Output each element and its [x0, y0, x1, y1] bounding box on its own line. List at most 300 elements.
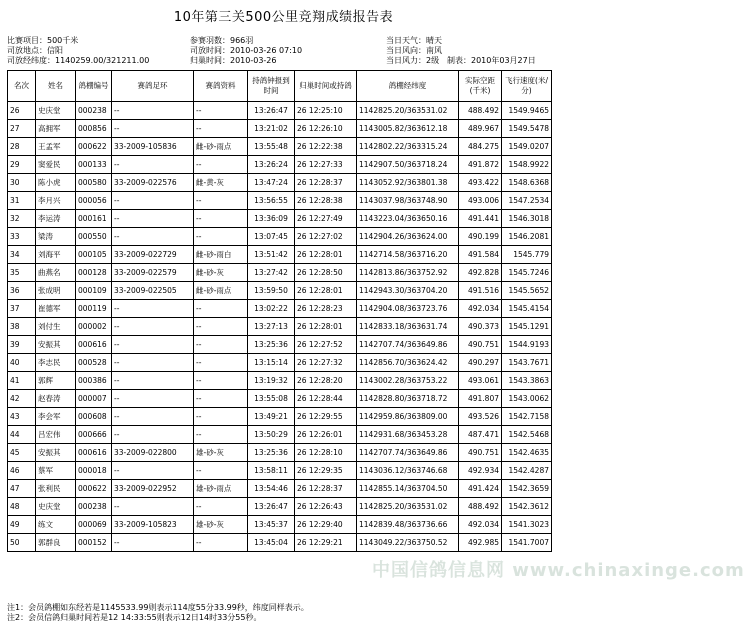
cell-loft-id: 000109 — [76, 282, 112, 300]
cell-ring: -- — [112, 390, 194, 408]
cell-name: 史庆堂 — [36, 102, 76, 120]
cell-distance: 491.441 — [459, 210, 502, 228]
info-wind-direction: 当日风向：南风 — [386, 46, 442, 55]
cell-speed: 1546.3018 — [502, 210, 552, 228]
cell-clock-time: 13:55:08 — [248, 390, 295, 408]
cell-clock-time: 13:25:36 — [248, 444, 295, 462]
cell-pigeon-info: 雄-砂-灰 — [194, 444, 248, 462]
cell-speed: 1545.779 — [502, 246, 552, 264]
cell-return-time: 26 12:28:10 — [295, 444, 357, 462]
info-wind-force: 当日风力：2级 — [386, 56, 440, 65]
cell-name: 李运涛 — [36, 210, 76, 228]
info-entries: 参赛羽数：966羽 — [190, 36, 254, 45]
cell-pigeon-info: -- — [194, 372, 248, 390]
cell-loft-coords: 1142707.74/363649.86 — [357, 444, 459, 462]
cell-pigeon-info: -- — [194, 462, 248, 480]
table-row — [8, 462, 552, 480]
cell-name: 李会军 — [36, 408, 76, 426]
cell-speed: 1545.7246 — [502, 264, 552, 282]
header-pigeon-info: 赛鸽资料 — [194, 71, 248, 102]
cell-loft-id: 000238 — [76, 102, 112, 120]
cell-ring: 33-2009-022576 — [112, 174, 194, 192]
cell-speed: 1545.1291 — [502, 318, 552, 336]
watermark: 中国信鸽信息网 www.chinaxinge.com — [372, 560, 745, 581]
table-row — [8, 534, 552, 552]
cell-speed: 1549.0207 — [502, 138, 552, 156]
cell-clock-time: 13:27:13 — [248, 318, 295, 336]
cell-return-time: 26 12:25:10 — [295, 102, 357, 120]
cell-return-time: 26 12:26:01 — [295, 426, 357, 444]
table-row — [8, 318, 552, 336]
cell-distance: 490.373 — [459, 318, 502, 336]
cell-clock-time: 13:27:42 — [248, 264, 295, 282]
cell-loft-id: 000616 — [76, 336, 112, 354]
cell-pigeon-info: -- — [194, 156, 248, 174]
cell-clock-time: 13:45:04 — [248, 534, 295, 552]
cell-loft-coords: 1143005.82/363612.18 — [357, 120, 459, 138]
cell-speed: 1542.3612 — [502, 498, 552, 516]
cell-return-time: 26 12:28:37 — [295, 174, 357, 192]
footnote-1: 注1：会员鸽棚如东经若是1145533.99则表示114度55分33.99秒，纬度同样表示。 — [7, 603, 309, 612]
cell-return-time: 26 12:27:32 — [295, 354, 357, 372]
cell-loft-id: 000616 — [76, 444, 112, 462]
cell-speed: 1542.7158 — [502, 408, 552, 426]
table-row — [8, 246, 552, 264]
table-row — [8, 264, 552, 282]
cell-name: 史庆堂 — [36, 498, 76, 516]
info-release-coords: 司放经纬度：1140259.00/321211.00 — [7, 56, 150, 65]
cell-ring: 33-2009-105836 — [112, 138, 194, 156]
cell-speed: 1542.3659 — [502, 480, 552, 498]
cell-name: 陈小虎 — [36, 174, 76, 192]
cell-loft-id: 000133 — [76, 156, 112, 174]
cell-loft-coords: 1142855.14/363704.50 — [357, 480, 459, 498]
cell-rank: 28 — [8, 138, 36, 156]
cell-loft-coords: 1142959.86/363809.00 — [357, 408, 459, 426]
cell-name: 蔡军 — [36, 462, 76, 480]
cell-loft-id: 000608 — [76, 408, 112, 426]
cell-name: 张利民 — [36, 480, 76, 498]
header-loft-coords: 鸽棚经纬度 — [357, 71, 459, 102]
cell-speed: 1542.5468 — [502, 426, 552, 444]
cell-rank: 47 — [8, 480, 36, 498]
cell-ring: 33-2009-022579 — [112, 264, 194, 282]
cell-rank: 26 — [8, 102, 36, 120]
table-row — [8, 174, 552, 192]
cell-ring: 33-2009-022505 — [112, 282, 194, 300]
cell-clock-time: 13:07:45 — [248, 228, 295, 246]
cell-speed: 1543.3863 — [502, 372, 552, 390]
cell-ring: -- — [112, 498, 194, 516]
cell-loft-id: 000128 — [76, 264, 112, 282]
table-header-row — [8, 71, 552, 102]
cell-clock-time: 13:15:14 — [248, 354, 295, 372]
cell-return-time: 26 12:29:21 — [295, 534, 357, 552]
cell-speed: 1549.9465 — [502, 102, 552, 120]
cell-pigeon-info: 雄-砂-灰 — [194, 516, 248, 534]
cell-name: 郭辉 — [36, 372, 76, 390]
cell-loft-coords: 1142707.74/363649.86 — [357, 336, 459, 354]
cell-distance: 490.751 — [459, 336, 502, 354]
cell-clock-time: 13:21:02 — [248, 120, 295, 138]
report-title: 10年第三关500公里竞翔成绩报告表 — [173, 10, 394, 25]
cell-clock-time: 13:25:36 — [248, 336, 295, 354]
info-made-date: 制表：2010年03月27日 — [447, 56, 536, 65]
cell-loft-coords: 1142802.22/363315.24 — [357, 138, 459, 156]
cell-rank: 32 — [8, 210, 36, 228]
cell-distance: 493.061 — [459, 372, 502, 390]
cell-loft-id: 000056 — [76, 192, 112, 210]
cell-speed: 1542.4287 — [502, 462, 552, 480]
table-row — [8, 408, 552, 426]
cell-distance: 487.471 — [459, 426, 502, 444]
table-row — [8, 120, 552, 138]
cell-loft-coords: 1142828.80/363718.72 — [357, 390, 459, 408]
header-return-time: 归巢时间或持鸽 — [295, 71, 357, 102]
cell-speed: 1541.3023 — [502, 516, 552, 534]
cell-return-time: 26 12:22:38 — [295, 138, 357, 156]
cell-name: 窦爱民 — [36, 156, 76, 174]
cell-loft-coords: 1143002.28/363753.22 — [357, 372, 459, 390]
cell-rank: 30 — [8, 174, 36, 192]
cell-clock-time: 13:36:09 — [248, 210, 295, 228]
cell-name: 张成明 — [36, 282, 76, 300]
cell-rank: 41 — [8, 372, 36, 390]
cell-ring: -- — [112, 192, 194, 210]
cell-distance: 493.422 — [459, 174, 502, 192]
table-row — [8, 192, 552, 210]
cell-name: 练文 — [36, 516, 76, 534]
cell-ring: 33-2009-105823 — [112, 516, 194, 534]
cell-clock-time: 13:56:55 — [248, 192, 295, 210]
cell-loft-id: 000007 — [76, 390, 112, 408]
cell-speed: 1543.7671 — [502, 354, 552, 372]
cell-ring: -- — [112, 120, 194, 138]
cell-rank: 40 — [8, 354, 36, 372]
cell-return-time: 26 12:27:49 — [295, 210, 357, 228]
cell-return-time: 26 12:28:01 — [295, 282, 357, 300]
cell-distance: 492.034 — [459, 300, 502, 318]
cell-speed: 1544.9193 — [502, 336, 552, 354]
cell-loft-id: 000152 — [76, 534, 112, 552]
cell-distance: 491.424 — [459, 480, 502, 498]
cell-speed: 1546.2081 — [502, 228, 552, 246]
cell-distance: 492.828 — [459, 264, 502, 282]
cell-clock-time: 13:54:46 — [248, 480, 295, 498]
cell-loft-coords: 1142904.26/363624.00 — [357, 228, 459, 246]
cell-return-time: 26 12:27:52 — [295, 336, 357, 354]
cell-pigeon-info: -- — [194, 534, 248, 552]
info-race-item: 比赛项目：500千米 — [7, 36, 79, 45]
cell-return-time: 26 12:29:35 — [295, 462, 357, 480]
results-table — [7, 70, 552, 552]
cell-rank: 49 — [8, 516, 36, 534]
cell-speed: 1545.5652 — [502, 282, 552, 300]
cell-name: 梁涛 — [36, 228, 76, 246]
cell-name: 李志民 — [36, 354, 76, 372]
cell-distance: 492.985 — [459, 534, 502, 552]
cell-return-time: 26 12:26:10 — [295, 120, 357, 138]
cell-distance: 490.297 — [459, 354, 502, 372]
cell-ring: -- — [112, 372, 194, 390]
cell-name: 赵春涛 — [36, 390, 76, 408]
cell-ring: -- — [112, 354, 194, 372]
cell-return-time: 26 12:28:50 — [295, 264, 357, 282]
cell-return-time: 26 12:27:02 — [295, 228, 357, 246]
cell-return-time: 26 12:28:38 — [295, 192, 357, 210]
table-row — [8, 228, 552, 246]
cell-distance: 491.807 — [459, 390, 502, 408]
cell-loft-id: 000002 — [76, 318, 112, 336]
cell-pigeon-info: -- — [194, 426, 248, 444]
cell-clock-time: 13:59:50 — [248, 282, 295, 300]
cell-pigeon-info: -- — [194, 102, 248, 120]
cell-clock-time: 13:45:37 — [248, 516, 295, 534]
table-row — [8, 354, 552, 372]
header-clock-time: 持鸽钟报到时间 — [248, 71, 295, 102]
cell-pigeon-info: -- — [194, 408, 248, 426]
cell-loft-coords: 1142813.86/363752.92 — [357, 264, 459, 282]
cell-return-time: 26 12:28:20 — [295, 372, 357, 390]
cell-clock-time: 13:50:29 — [248, 426, 295, 444]
cell-loft-coords: 1142714.58/363716.20 — [357, 246, 459, 264]
table-row — [8, 300, 552, 318]
cell-name: 吕宏伟 — [36, 426, 76, 444]
cell-rank: 31 — [8, 192, 36, 210]
cell-rank: 39 — [8, 336, 36, 354]
table-row — [8, 210, 552, 228]
cell-return-time: 26 12:28:01 — [295, 318, 357, 336]
cell-rank: 27 — [8, 120, 36, 138]
cell-loft-coords: 1143223.04/363650.16 — [357, 210, 459, 228]
cell-pigeon-info: -- — [194, 354, 248, 372]
cell-ring: -- — [112, 336, 194, 354]
cell-pigeon-info: 雌-黄-灰 — [194, 174, 248, 192]
cell-rank: 50 — [8, 534, 36, 552]
cell-name: 刘付生 — [36, 318, 76, 336]
cell-speed: 1543.0062 — [502, 390, 552, 408]
cell-return-time: 26 12:28:01 — [295, 246, 357, 264]
table-row — [8, 498, 552, 516]
cell-pigeon-info: 雌-砂-雨点 — [194, 138, 248, 156]
cell-name: 安振其 — [36, 336, 76, 354]
info-return-date: 归巢时间：2010-03-26 — [190, 56, 277, 65]
cell-loft-id: 000580 — [76, 174, 112, 192]
cell-ring: 33-2009-022729 — [112, 246, 194, 264]
cell-clock-time: 13:26:24 — [248, 156, 295, 174]
cell-loft-coords: 1143036.12/363746.68 — [357, 462, 459, 480]
cell-loft-coords: 1142856.70/363624.42 — [357, 354, 459, 372]
cell-distance: 484.275 — [459, 138, 502, 156]
cell-name: 郭群良 — [36, 534, 76, 552]
cell-distance: 491.872 — [459, 156, 502, 174]
cell-loft-id: 000161 — [76, 210, 112, 228]
cell-name: 安振其 — [36, 444, 76, 462]
info-column-2 — [190, 36, 302, 66]
cell-rank: 46 — [8, 462, 36, 480]
footnotes — [7, 603, 309, 623]
cell-loft-coords: 1143049.22/363750.52 — [357, 534, 459, 552]
cell-loft-id: 000856 — [76, 120, 112, 138]
cell-return-time: 26 12:28:44 — [295, 390, 357, 408]
cell-pigeon-info: -- — [194, 210, 248, 228]
cell-return-time: 26 12:29:40 — [295, 516, 357, 534]
cell-clock-time: 13:26:47 — [248, 102, 295, 120]
cell-loft-id: 000622 — [76, 480, 112, 498]
cell-rank: 29 — [8, 156, 36, 174]
cell-pigeon-info: 雌-砂-灰 — [194, 264, 248, 282]
cell-distance: 490.751 — [459, 444, 502, 462]
cell-ring: -- — [112, 534, 194, 552]
cell-loft-id: 000069 — [76, 516, 112, 534]
cell-rank: 42 — [8, 390, 36, 408]
cell-loft-coords: 1143037.98/363748.90 — [357, 192, 459, 210]
info-release-time: 司放时间：2010-03-26 07:10 — [190, 46, 303, 55]
cell-loft-coords: 1143052.92/363801.38 — [357, 174, 459, 192]
cell-ring: -- — [112, 210, 194, 228]
table-row — [8, 480, 552, 498]
cell-clock-time: 13:49:21 — [248, 408, 295, 426]
cell-pigeon-info: 雄-砂-雨点 — [194, 480, 248, 498]
cell-return-time: 26 12:26:43 — [295, 498, 357, 516]
cell-ring: -- — [112, 156, 194, 174]
table-row — [8, 156, 552, 174]
table-row — [8, 444, 552, 462]
footnote-2: 注2：会员信鸽归巢时间若是12 14:33:55则表示12日14时33分55秒。 — [7, 613, 262, 622]
cell-speed: 1545.4154 — [502, 300, 552, 318]
info-column-3 — [386, 36, 442, 66]
cell-ring: -- — [112, 300, 194, 318]
cell-rank: 37 — [8, 300, 36, 318]
header-speed: 飞行速度(米/分) — [502, 71, 552, 102]
table-row — [8, 138, 552, 156]
cell-clock-time: 13:55:48 — [248, 138, 295, 156]
cell-distance: 493.526 — [459, 408, 502, 426]
cell-name: 高拥军 — [36, 120, 76, 138]
cell-pigeon-info: 雌-砂-雨点 — [194, 282, 248, 300]
cell-speed: 1542.4635 — [502, 444, 552, 462]
cell-loft-id: 000105 — [76, 246, 112, 264]
info-release-place: 司放地点：信阳 — [7, 46, 63, 55]
cell-clock-time: 13:58:11 — [248, 462, 295, 480]
cell-rank: 33 — [8, 228, 36, 246]
cell-return-time: 26 12:28:37 — [295, 480, 357, 498]
table-row — [8, 390, 552, 408]
header-ring: 赛鸽足环 — [112, 71, 194, 102]
cell-speed: 1549.5478 — [502, 120, 552, 138]
cell-ring: -- — [112, 318, 194, 336]
cell-loft-coords: 1142825.20/363531.02 — [357, 102, 459, 120]
table-row — [8, 516, 552, 534]
cell-loft-id: 000528 — [76, 354, 112, 372]
header-loft-id: 鸽棚编号 — [76, 71, 112, 102]
cell-pigeon-info: -- — [194, 300, 248, 318]
cell-rank: 34 — [8, 246, 36, 264]
cell-loft-coords: 1142943.30/363704.20 — [357, 282, 459, 300]
cell-ring: -- — [112, 408, 194, 426]
header-distance: 实际空距(千米) — [459, 71, 502, 102]
table-row — [8, 282, 552, 300]
cell-loft-id: 000119 — [76, 300, 112, 318]
cell-loft-coords: 1142907.50/363718.24 — [357, 156, 459, 174]
cell-distance: 491.584 — [459, 246, 502, 264]
cell-return-time: 26 12:28:23 — [295, 300, 357, 318]
table-row — [8, 426, 552, 444]
cell-loft-id: 000238 — [76, 498, 112, 516]
cell-distance: 488.492 — [459, 498, 502, 516]
cell-ring: -- — [112, 228, 194, 246]
cell-rank: 48 — [8, 498, 36, 516]
cell-pigeon-info: -- — [194, 228, 248, 246]
table-row — [8, 372, 552, 390]
cell-pigeon-info: -- — [194, 192, 248, 210]
cell-clock-time: 13:26:47 — [248, 498, 295, 516]
cell-name: 王孟军 — [36, 138, 76, 156]
cell-name: 崔德军 — [36, 300, 76, 318]
cell-rank: 38 — [8, 318, 36, 336]
cell-speed: 1548.9922 — [502, 156, 552, 174]
header-rank: 名次 — [8, 71, 36, 102]
cell-name: 曲燕名 — [36, 264, 76, 282]
cell-clock-time: 13:02:22 — [248, 300, 295, 318]
table-row — [8, 336, 552, 354]
cell-speed: 1541.7007 — [502, 534, 552, 552]
cell-ring: 33-2009-022952 — [112, 480, 194, 498]
cell-rank: 43 — [8, 408, 36, 426]
cell-pigeon-info: -- — [194, 336, 248, 354]
cell-rank: 36 — [8, 282, 36, 300]
cell-name: 刘海平 — [36, 246, 76, 264]
cell-rank: 45 — [8, 444, 36, 462]
cell-loft-coords: 1142833.18/363631.74 — [357, 318, 459, 336]
table-row — [8, 102, 552, 120]
cell-rank: 35 — [8, 264, 36, 282]
header-name: 姓名 — [36, 71, 76, 102]
cell-clock-time: 13:51:42 — [248, 246, 295, 264]
cell-distance: 489.967 — [459, 120, 502, 138]
cell-distance: 490.199 — [459, 228, 502, 246]
cell-speed: 1548.6368 — [502, 174, 552, 192]
info-weather: 当日天气：晴天 — [386, 36, 442, 45]
cell-loft-id: 000550 — [76, 228, 112, 246]
cell-rank: 44 — [8, 426, 36, 444]
cell-loft-coords: 1142931.68/363453.28 — [357, 426, 459, 444]
cell-loft-coords: 1142839.48/363736.66 — [357, 516, 459, 534]
cell-pigeon-info: 雌-砂-雨白 — [194, 246, 248, 264]
cell-loft-coords: 1142904.08/363723.76 — [357, 300, 459, 318]
cell-distance: 493.006 — [459, 192, 502, 210]
cell-distance: 491.516 — [459, 282, 502, 300]
cell-clock-time: 13:47:24 — [248, 174, 295, 192]
cell-clock-time: 13:19:32 — [248, 372, 295, 390]
cell-ring: -- — [112, 102, 194, 120]
info-column-1 — [7, 36, 149, 66]
cell-ring: -- — [112, 426, 194, 444]
cell-ring: -- — [112, 462, 194, 480]
cell-loft-id: 000622 — [76, 138, 112, 156]
cell-loft-id: 000018 — [76, 462, 112, 480]
cell-loft-coords: 1142825.20/363531.02 — [357, 498, 459, 516]
cell-distance: 488.492 — [459, 102, 502, 120]
cell-return-time: 26 12:29:55 — [295, 408, 357, 426]
cell-distance: 492.034 — [459, 516, 502, 534]
cell-pigeon-info: -- — [194, 318, 248, 336]
cell-pigeon-info: -- — [194, 390, 248, 408]
cell-distance: 492.934 — [459, 462, 502, 480]
cell-loft-id: 000386 — [76, 372, 112, 390]
cell-ring: 33-2009-022800 — [112, 444, 194, 462]
cell-loft-id: 000666 — [76, 426, 112, 444]
